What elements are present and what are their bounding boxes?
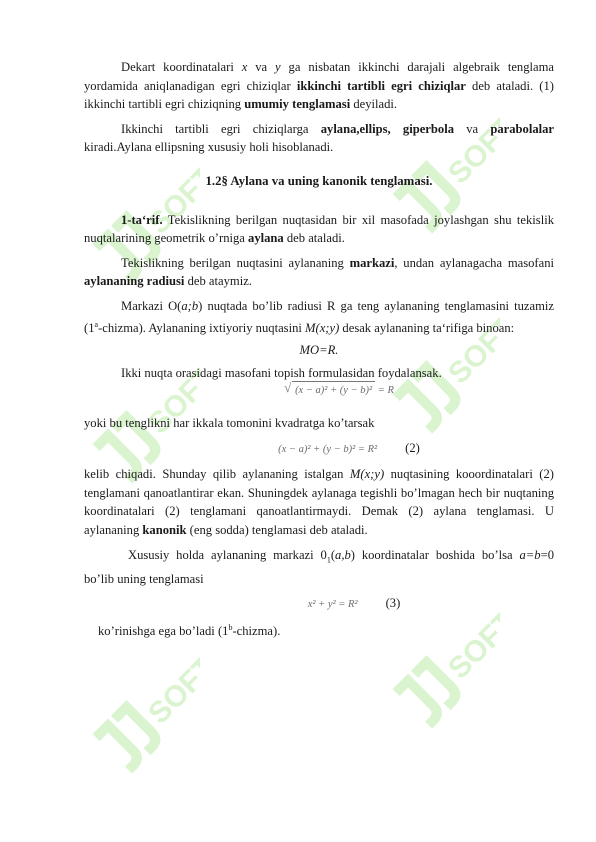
watermark-text: SOFT bbox=[442, 605, 500, 686]
equation-distance: √ (x − a)² + (y − b)² = R bbox=[84, 381, 554, 401]
watermark-text: SOFT bbox=[442, 310, 500, 391]
watermark-text: SOFT bbox=[142, 160, 200, 241]
equation-2: (x − a)² + (y − b)² = R² (2) bbox=[278, 440, 420, 455]
watermark bbox=[70, 645, 200, 775]
equation-mo: MO=R. bbox=[299, 343, 339, 358]
paragraph-distance-formula: Ikki nuqta orasidagi masofani topish formulasidan foydalansak. bbox=[121, 365, 442, 380]
paragraph-square-both: yoki bu tenglikni har ikkala tomonini kvadratga ko’tarsak bbox=[84, 416, 375, 431]
paragraph-canonical: kelib chiqadi. Shunday qilib aylananing istalgan M(x;y) nuqtasining kooordinatalari (2) tenglamani qanoatlantirar ekan. Shuningdek aylanaga tegishli bo’lmagan hech bir nuqtaning koordinatalari (2) tenglamani qanoatlantirmaydi. Demak (2) aylana tenglamasi. U aylananing kanonik (eng sodda) tenglamasi deb ataladi. bbox=[84, 467, 554, 538]
equation-3: x² + y² = R² (3) bbox=[307, 596, 401, 611]
section-heading: 1.2§ Aylana va uning kanonik tenglamasi. bbox=[205, 173, 433, 188]
paragraph-definition: 1-ta‘rif. Tekislikning berilgan nuqtasidan bir xil masofada joylashgan shu tekislik nuqtalarining geometrik o’rniga aylana deb ataladi. bbox=[84, 212, 554, 246]
paragraph-intro: Dekart koordinatalari x va y ga nisbatan ikkinchi darajali algebraik tenglama yordamida aniqlanadigan egri chiziqlar ikkinchi tartibli egri chiziqlar deb ataladi. (1) ikkinchi tartibli egri chiziqning umumiy tenglamasi deyiladi. bbox=[84, 60, 555, 112]
watermark-text: SOFT bbox=[142, 360, 200, 441]
watermark-text: SOFT bbox=[142, 650, 200, 731]
paragraph-closing: ko’rinishga ega bo’ladi (1$^b$-chizma). bbox=[98, 622, 281, 639]
paragraph-center-radius: Tekislikning berilgan nuqtasini aylananing markazi, undan aylanagacha masofani aylananing radiusi deb ataymiz. bbox=[84, 255, 554, 289]
paragraph-curve-types: Ikkinchi tartibli egri chiziqlarga aylana,ellips, giperbola va parabolalar kiradi.Aylana ellipsning xususiy holi hisoblanadi. bbox=[84, 121, 554, 155]
watermark-text: SOFT bbox=[442, 110, 500, 191]
document-body bbox=[84, 58, 554, 641]
watermark-logo-icon bbox=[70, 645, 200, 775]
paragraph-origin-case: Xususiy holda aylananing markazi $0_1(a,b)$ koordinatalar boshida bo’lsa a=b=0 bo’lib uning tenglamasi bbox=[84, 547, 554, 586]
paragraph-equation-setup: Markazi O(a;b) nuqtada bo’lib radiusi R ga teng aylananing tenglamasini tuzamiz (1$^a$-chizma). Aylananing ixtiyoriy nuqtasini M(x;y) desak aylananing ta‘rifiga binoan: bbox=[84, 298, 554, 335]
